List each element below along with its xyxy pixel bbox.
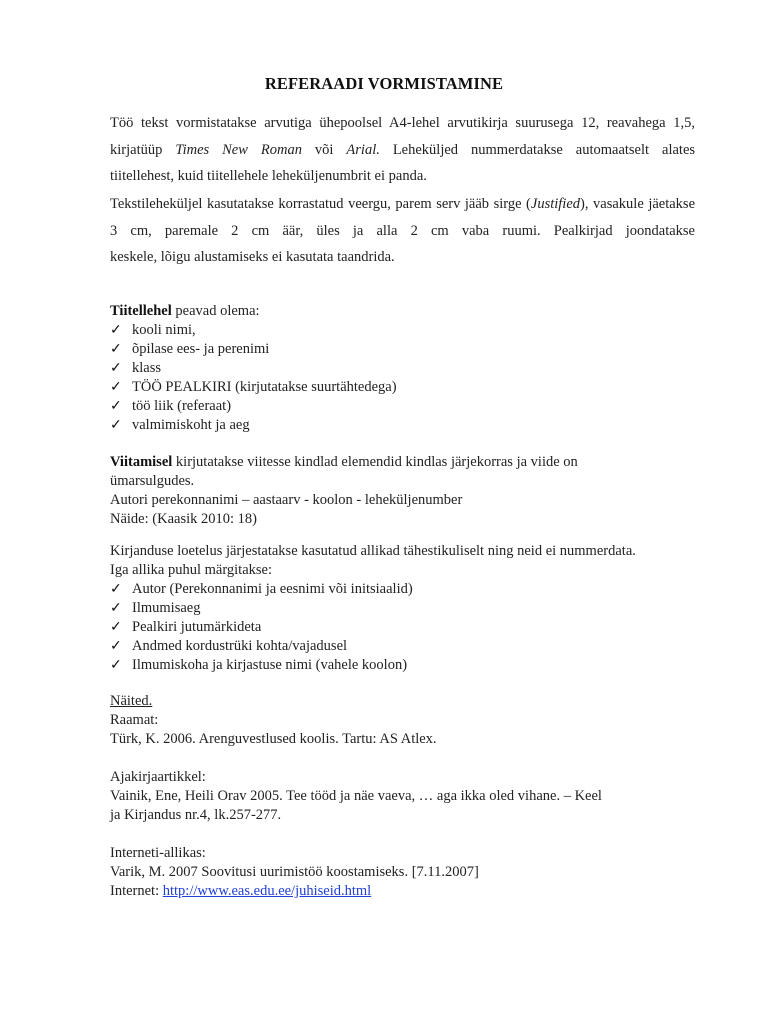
list-item-label: TÖÖ PEALKIRI (kirjutatakse suurtähtedega) (132, 379, 397, 395)
checkmark-icon: ✓ (110, 601, 122, 616)
web-reference: Varik, M. 2007 Soovitusi uurimistöö koostamiseks. [7.11.2007] (110, 864, 479, 880)
checkmark-icon: ✓ (110, 380, 122, 395)
checkmark-icon: ✓ (110, 620, 122, 635)
bibliography-line: Iga allika puhul märgitakse: (110, 562, 273, 578)
examples-section (110, 692, 700, 901)
checkmark-icon: ✓ (110, 639, 122, 654)
list-item (110, 397, 700, 416)
list-item-label: Ilmumiskoha ja kirjastuse nimi (vahele koolon) (132, 657, 408, 673)
font-name: Times New Roman (175, 141, 302, 158)
section-heading (110, 302, 700, 321)
emphasis-text: Justified (530, 196, 581, 212)
list-item (110, 359, 700, 378)
checkmark-icon: ✓ (110, 582, 122, 597)
list-item (110, 656, 700, 675)
checkmark-icon: ✓ (110, 361, 122, 376)
intro-text: kirjatüüp (110, 141, 163, 158)
list-item (110, 378, 700, 397)
intro-text: või (314, 141, 334, 158)
list-item (110, 580, 700, 599)
intro-paragraph-1 (110, 110, 695, 190)
list-item-label: kooli nimi, (132, 322, 196, 338)
web-url-link[interactable]: http://www.eas.edu.ee/juhiseid.html (162, 883, 372, 899)
article-reference: Vainik, Ene, Heili Orav 2005. Tee tööd ja näe vaeva, … aga ikka oled vihane. – Keel (110, 788, 602, 804)
intro-line (110, 196, 644, 212)
book-reference: Türk, K. 2006. Arenguvestlused koolis. Tartu: AS Atlex. (110, 731, 437, 747)
list-item-label: klass (132, 360, 161, 376)
bold-term: Viitamisel (110, 454, 173, 470)
example-label: Interneti-allikas: (110, 845, 206, 861)
title-page-section (110, 302, 700, 435)
checkmark-icon: ✓ (110, 342, 122, 357)
citation-line: ümarsulgudes. (110, 473, 195, 489)
intro-line: Töö tekst vormistatakse arvutiga ühepoolsel A4-lehel arvutikirja suurusega 12, reavahega 1,5, (110, 115, 695, 131)
list-item-label: õpilase ees- ja perenimi (132, 341, 270, 357)
examples-heading: Näited. (110, 693, 153, 709)
bold-term: Tiitellehel (110, 303, 172, 319)
article-reference: ja Kirjandus nr.4, lk.257-277. (110, 807, 282, 823)
bibliography-line: Kirjanduse loetelus järjestatakse kasutatud allikad tähestikuliselt ning neid ei nummerdata. (110, 543, 636, 559)
example-label: Raamat: (110, 712, 159, 728)
bibliography-section (110, 542, 700, 675)
intro-line: keskele, lõigu alustamiseks ei kasutata taandrida. (110, 249, 395, 265)
list-item (110, 618, 700, 637)
citation-example: Näide: (Kaasik 2010: 18) (110, 511, 257, 527)
font-name: Arial. (346, 141, 380, 158)
web-url-line (110, 882, 700, 901)
list-item (110, 599, 700, 618)
intro-line: tiitellehest, kuid tiitellehele leheküljenumbrit ei panda. (110, 168, 427, 184)
heading-text: peavad olema: (171, 303, 260, 319)
web-prefix: Internet: (110, 883, 163, 899)
intro-text: ), vasakule (580, 196, 644, 212)
intro-text: Tekstileheküljel kasutatakse korrastatud veergu, parem serv jääb sirge ( (110, 196, 531, 212)
list-item (110, 637, 700, 656)
list-item-label: Ilmumisaeg (132, 600, 201, 616)
intro-text: Leheküljed nummerdatakse automaatselt alates (392, 141, 696, 158)
example-label: Ajakirjaartikkel: (110, 769, 206, 785)
spacer (110, 825, 700, 844)
list-item-label: töö liik (referaat) (132, 398, 232, 414)
list-item-label: Andmed kordustrüki kohta/vajadusel (132, 638, 348, 654)
bibliography-list (110, 580, 700, 675)
title-page-list (110, 321, 700, 435)
list-item-label: valmimiskoht ja aeg (132, 417, 250, 433)
list-item (110, 416, 700, 435)
intro-line (110, 142, 695, 158)
spacer (110, 749, 700, 768)
intro-paragraph-2 (110, 191, 695, 271)
list-item (110, 321, 700, 340)
citation-section (110, 453, 700, 529)
list-item-label: Autor (Perekonnanimi ja eesnimi või initsiaalid) (132, 581, 413, 597)
checkmark-icon: ✓ (110, 399, 122, 414)
citation-format: Autori perekonnanimi – aastaarv - koolon - leheküljenumber (110, 492, 463, 508)
citation-text: kirjutatakse viitesse kindlad elemendid kindlas järjekorras ja viide on (172, 454, 578, 470)
citation-line (110, 453, 700, 472)
list-item (110, 340, 700, 359)
checkmark-icon: ✓ (110, 658, 122, 673)
list-item-label: Pealkiri jutumärkideta (132, 619, 262, 635)
page-title: REFERAADI VORMISTAMINE (264, 74, 504, 93)
checkmark-icon: ✓ (110, 323, 122, 338)
intro-line: jäetakse 3 cm, paremale 2 cm äär, üles ja alla 2 cm vaba ruumi. Pealkirjad joondatakse (110, 196, 696, 239)
checkmark-icon: ✓ (110, 418, 122, 433)
